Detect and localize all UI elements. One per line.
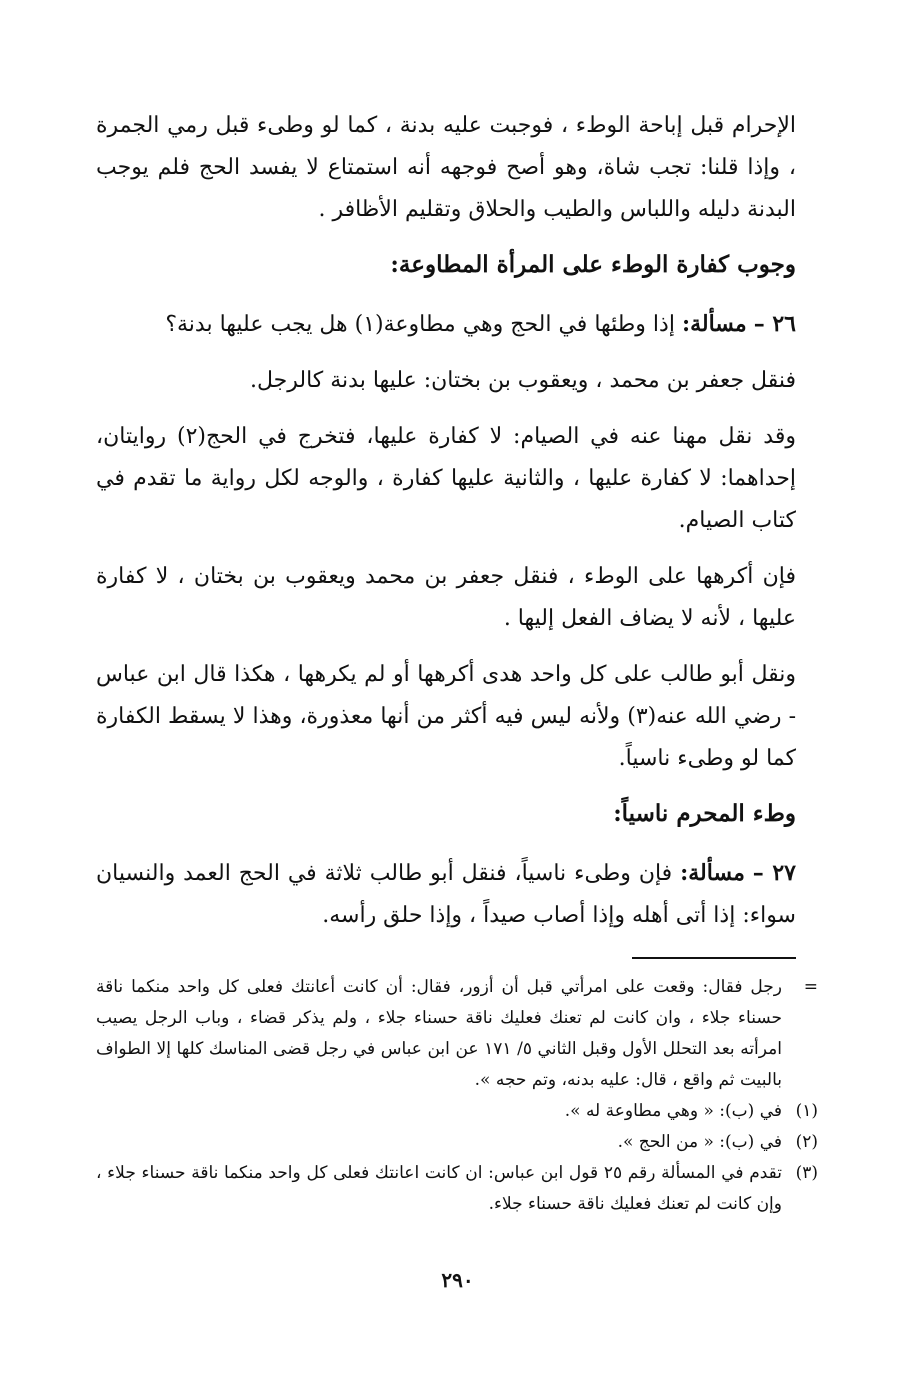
footnote-1 <box>96 1096 818 1127</box>
footnote-separator <box>632 957 796 959</box>
main-text <box>96 105 796 951</box>
issue-27 <box>96 852 796 937</box>
page-number: ٢٩٠ <box>441 1268 474 1292</box>
footnote-text: رجل فقال: وقعت على امرأتي قبل أن أزور، فقال: أن كانت أعانتك فعلى كل واحد منكما ناقة حسناء جلاء ، وان كانت لم تعنك فعليك ناقة حسناء جلاء ، ولم يذكر قضاء ، وباب الرجل يصيب امرأته بعد التحلل الأول وقبل الثاني ٥/ ١٧١ عن ابن عباس في رجل قضى المناسك كلها إلا الطواف بالبيت ثم واقع ، قال: عليه بدنه، وتم حجه ». <box>96 977 782 1090</box>
paragraph-2: فنقل جعفر بن محمد ، ويعقوب بن بختان: عليها بدنة كالرجل. <box>249 368 796 393</box>
issue-26 <box>96 303 796 346</box>
paragraph-4: فإن أكرهها على الوطء ، فنقل جعفر بن محمد ويعقوب بن بختان ، لا كفارة عليها ، لأنه لا يضاف الفعل إليها . <box>96 564 796 631</box>
issue-26-number: ٢٦ – <box>753 311 796 337</box>
issue-26-text: إذا وطئها في الحج وهي مطاوعة(١) هل يجب عليها بدنة؟ <box>165 312 675 337</box>
footnote-3 <box>96 1158 818 1220</box>
paragraph-1: الإحرام قبل إباحة الوطء ، فوجبت عليه بدنة ، كما لو وطىء قبل رمي الجمرة ، وإذا قلنا: تجب شاة، وهو أصح فوجهه أنه استمتاع لا يفسد الحج فلم يوجب البدنة دليله واللباس والطيب والحلاق وتقليم الأظافر . <box>96 113 796 222</box>
footnote-2 <box>96 1127 818 1158</box>
footnote-text: في (ب): « وهي مطاوعة له ». <box>564 1101 782 1121</box>
paragraph-5: ونقل أبو طالب على كل واحد هدى أكرهها أو لم يكرهها ، هكذا قال ابن عباس - رضي الله عنه(٣) ولأنه ليس فيه أكثر من أنها معذورة، وهذا لا يسقط الكفارة كما لو وطىء ناسياً. <box>96 662 797 771</box>
footnote-marker: = <box>803 977 818 997</box>
footnote-text: في (ب): « من الحج ». <box>617 1132 782 1152</box>
footnote-marker: (٢) <box>795 1132 818 1152</box>
footnote-text: تقدم في المسألة رقم ٢٥ قول ابن عباس: ان كانت اعانتك فعلى كل واحد منكما ناقة حسناء جلاء ، وإن كانت لم تعنك فعليك ناقة حسناء جلاء. <box>96 1163 782 1214</box>
footnote-marker: (١) <box>795 1101 818 1121</box>
issue-26-label: مسألة: <box>681 311 747 337</box>
footnote-marker: (٣) <box>795 1163 818 1183</box>
paragraph-3: وقد نقل مهنا عنه في الصيام: لا كفارة عليها، فتخرج في الحج(٢) روايتان، إحداهما: لا كفارة عليها ، والثانية عليها كفارة ، والوجه لكل رواية ما تقدم في كتاب الصيام. <box>96 424 796 533</box>
section-heading-2: وطء المحرم ناسياً: <box>613 800 796 827</box>
footnote-continuation <box>96 972 818 1096</box>
issue-27-number: ٢٧ – <box>752 860 796 886</box>
footnotes <box>96 972 818 1220</box>
section-heading-1: وجوب كفارة الوطء على المرأة المطاوعة: <box>390 251 796 278</box>
issue-27-text: فإن وطىء ناسياً، فنقل أبو طالب ثلاثة في الحج العمد والنسيان سواء: إذا أتى أهله وإذا أصاب صيداً ، وإذا حلق رأسه. <box>96 861 796 928</box>
issue-27-label: مسألة: <box>680 860 745 886</box>
